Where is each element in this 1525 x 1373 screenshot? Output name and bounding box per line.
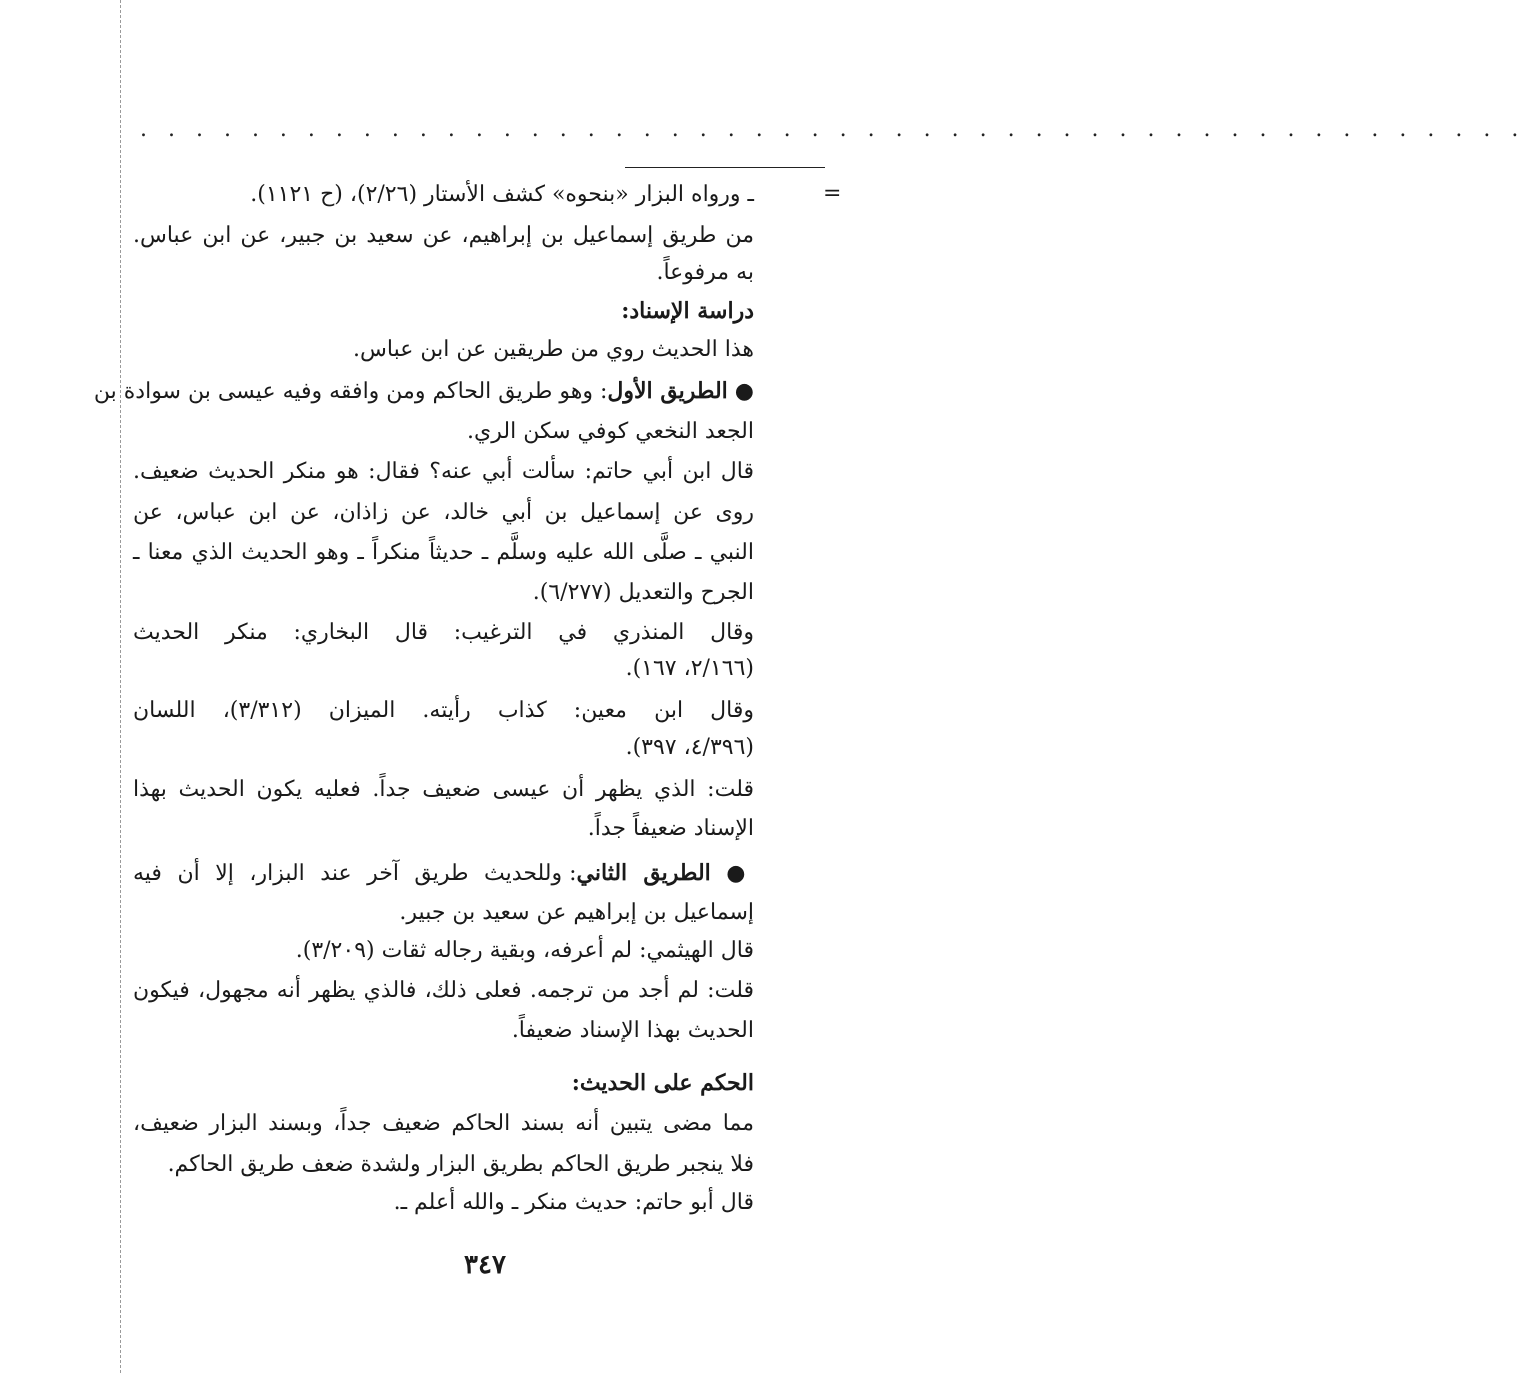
abu-hatim-line: روى عن إسماعيل بن أبي خالد، عن زاذان، عن ابن عباس، عن — [133, 500, 754, 525]
ruling-line: قال أبو حاتم: حديث منكر ـ والله أعلم ـ. — [393, 1190, 754, 1215]
first-path-text: : وهو طريق الحاكم ومن وافقه وفيه عيسى بن سوادة بن — [93, 379, 608, 404]
qultu-2-line: قلت: لم أجد من ترجمه. فعلى ذلك، فالذي يظهر أنه مجهول، فيكون — [133, 978, 754, 1003]
footnote-line: ـ ورواه البزار «بنحوه» كشف الأستار (٢/٢٦)، (ح ١١٢١). — [250, 182, 754, 207]
mundhiri-line: (٢/١٦٦، ١٦٧). — [625, 656, 754, 681]
study-intro: هذا الحديث روي من طريقين عن ابن عباس. — [353, 337, 754, 362]
footnote-line: من طريق إسماعيل بن إبراهيم، عن سعيد بن جبير، عن ابن عباس. — [133, 223, 754, 248]
ruling-heading: الحكم على الحديث: — [571, 1070, 754, 1096]
haythami-line: قال الهيثمي: لم أعرفه، وبقية رجاله ثقات (٣/٢٠٩). — [295, 938, 754, 963]
footnote-line: به مرفوعاً. — [656, 260, 754, 285]
first-path-label: الطريق الأول — [607, 378, 728, 404]
separator-dots: . . . . . . . . . . . . . . . . . . . . . . . . . . . . . . . . . . . . . . . . . . . . . . . . . . — [140, 117, 1525, 142]
ibn-main-line: (٤/٣٩٦، ٣٩٧). — [625, 735, 754, 760]
second-path-text: : وللحديث طريق آخر عند البزار، إلا أن فيه — [133, 861, 577, 886]
first-path-line-2: الجعد النخعي كوفي سكن الري. — [467, 419, 754, 444]
ruling-line: مما مضى يتبين أنه بسند الحاكم ضعيف جداً، وبسند البزار ضعيف، — [133, 1111, 754, 1136]
abu-hatim-line: الجرح والتعديل (٦/٢٧٧). — [532, 580, 754, 605]
qultu-2-line: الحديث بهذا الإسناد ضعيفاً. — [511, 1018, 754, 1043]
study-heading: دراسة الإسناد: — [621, 298, 754, 324]
qultu-line: قلت: الذي يظهر أن عيسى ضعيف جداً. فعليه يكون الحديث بهذا — [133, 777, 754, 802]
page-number: ٣٤٧ — [464, 1250, 506, 1280]
qultu-line: الإسناد ضعيفاً جداً. — [587, 816, 754, 841]
mundhiri-line: وقال المنذري في الترغيب: قال البخاري: منكر الحديث — [133, 620, 754, 645]
footnote-rule — [625, 167, 825, 168]
second-path-label: الطريق الثاني — [576, 860, 711, 886]
ibn-main-line: وقال ابن معين: كذاب رأيته. الميزان (٣/٣١٢)، اللسان — [133, 698, 754, 723]
margin-line — [120, 0, 121, 1373]
first-path-line — [93, 374, 754, 409]
ruling-line: فلا ينجبر طريق الحاكم بطريق البزار ولشدة ضعف طريق الحاكم. — [167, 1152, 754, 1177]
bullet-icon: ● — [734, 378, 754, 404]
continuation-mark: = — [823, 181, 842, 206]
second-path-line — [133, 856, 754, 891]
abu-hatim-line: النبي ـ صلَّى الله عليه وسلَّم ـ حديثاً منكراً ـ وهو الحديث الذي معنا ـ — [133, 540, 754, 565]
bullet-icon: ● — [726, 860, 754, 886]
abu-hatim-line: قال ابن أبي حاتم: سألت أبي عنه؟ فقال: هو منكر الحديث ضعيف. — [133, 459, 754, 484]
second-path-line-2: إسماعيل بن إبراهيم عن سعيد بن جبير. — [399, 900, 754, 925]
